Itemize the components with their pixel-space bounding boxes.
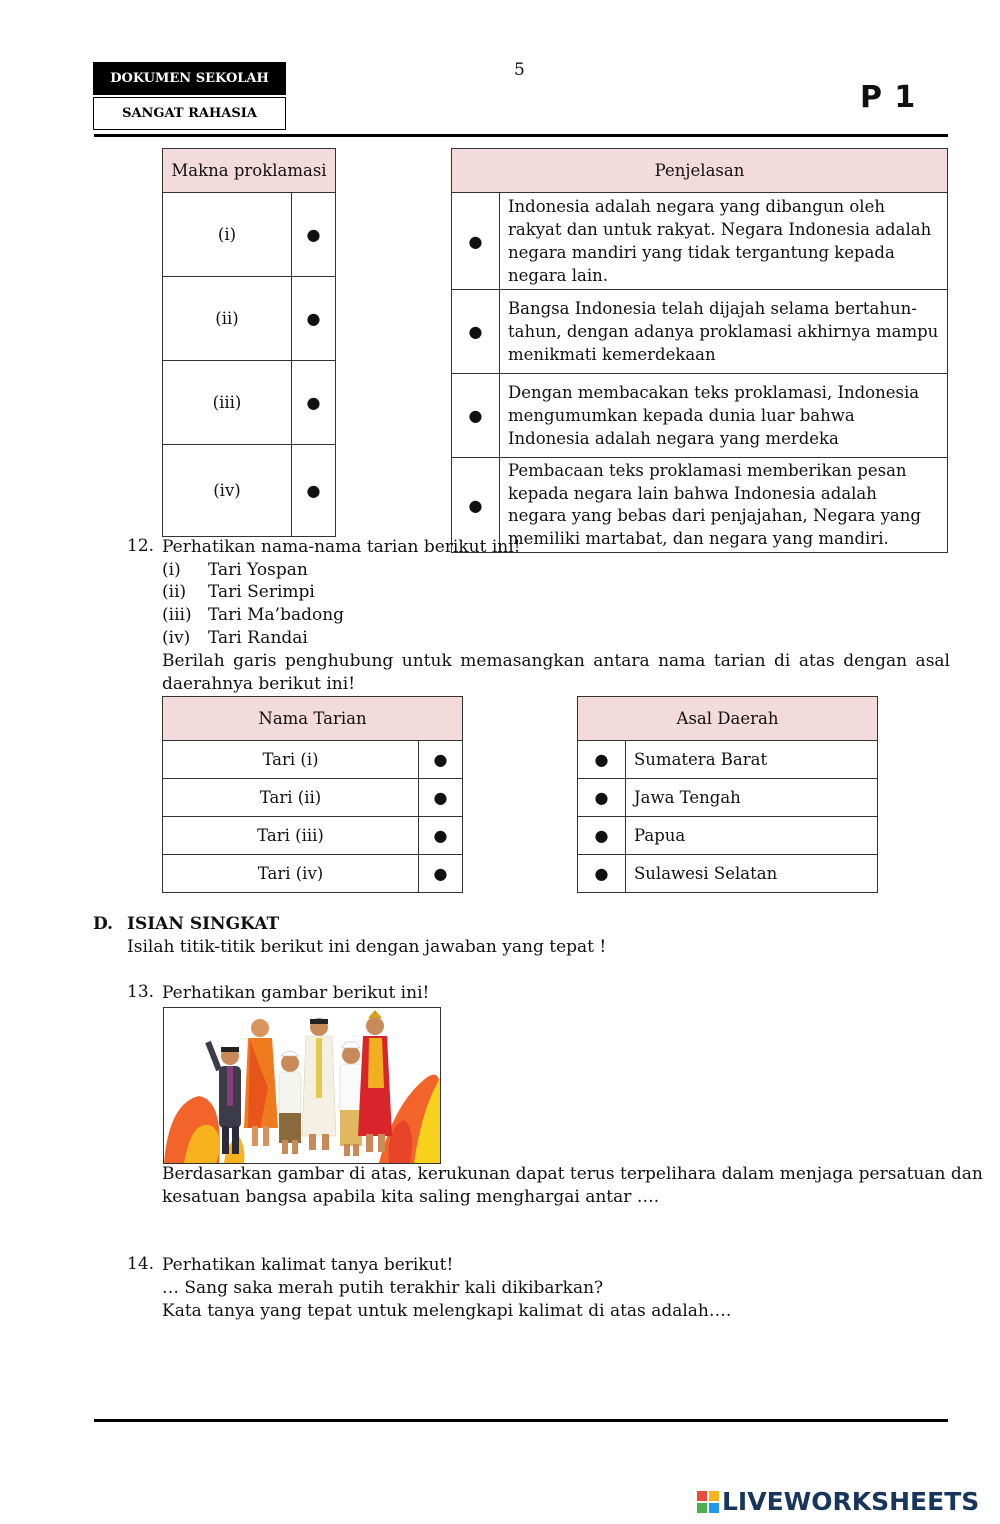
meaning-label: (i) — [163, 193, 292, 277]
region-label: Papua — [626, 817, 878, 855]
confidential-label: SANGAT RAHASIA — [93, 97, 286, 130]
match-dot-right[interactable]: ● — [452, 374, 500, 458]
meaning-label: (iv) — [163, 445, 292, 537]
region-label: Sumatera Barat — [626, 741, 878, 779]
dance-name-header: Nama Tarian — [163, 697, 463, 741]
match-dot-right[interactable]: ● — [578, 817, 626, 855]
match-dot-right[interactable]: ● — [452, 193, 500, 290]
dance-label: Tari (iv) — [163, 855, 419, 893]
match-dot-right[interactable]: ● — [452, 458, 500, 553]
match-dot-left[interactable]: ● — [419, 855, 463, 893]
match-dot-left[interactable]: ● — [292, 277, 336, 361]
region-label: Sulawesi Selatan — [626, 855, 878, 893]
diversity-illustration — [163, 1007, 441, 1164]
dance-name-table — [162, 696, 463, 893]
dance-roman: (ii) — [162, 582, 187, 602]
footer-divider — [94, 1419, 948, 1422]
question-text: Kata tanya yang tepat untuk melengkapi kalimat di atas adalah…. — [162, 1301, 732, 1321]
question-number: 12. — [127, 536, 155, 556]
question-number: 14. — [127, 1254, 155, 1274]
question-number: 13. — [127, 982, 155, 1002]
explanation-text: Bangsa Indonesia telah dijajah selama bertahun-tahun, dengan adanya proklamasi akhirnya mampu menikmati kemerdekaan — [500, 290, 948, 374]
section-letter: D. — [93, 914, 114, 934]
region-label: Jawa Tengah — [626, 779, 878, 817]
dance-label: Tari (ii) — [163, 779, 419, 817]
proclamation-meaning-header: Makna proklamasi — [163, 149, 336, 193]
question-prompt: Perhatikan gambar berikut ini! — [162, 983, 430, 1003]
origin-region-table — [577, 696, 878, 893]
question-prompt: Perhatikan nama-nama tarian berikut ini! — [162, 537, 521, 557]
match-dot-left[interactable]: ● — [292, 445, 336, 537]
dance-roman: (iii) — [162, 605, 192, 625]
explanation-text: Pembacaan teks proklamasi memberikan pesan kepada negara lain bahwa Indonesia adalah negara yang bebas dari penjajahan, Negara yang memiliki martabat, dan negara yang mandiri. — [500, 458, 948, 553]
match-dot-left[interactable]: ● — [419, 779, 463, 817]
people-of-different-religions-image — [164, 1008, 440, 1163]
dance-name: Tari Ma’badong — [208, 605, 345, 625]
explanation-header: Penjelasan — [452, 149, 948, 193]
dance-roman: (i) — [162, 560, 181, 580]
explanation-text: Indonesia adalah negara yang dibangun oleh rakyat dan untuk rakyat. Negara Indonesia adalah negara mandiri yang tidak tergantung kepada negara lain. — [500, 193, 948, 290]
match-dot-left[interactable]: ● — [292, 361, 336, 445]
explanation-text: Dengan membacakan teks proklamasi, Indonesia mengumumkan kepada dunia luar bahwa Indonesia adalah negara yang merdeka — [500, 374, 948, 458]
dance-name: Tari Yospan — [208, 560, 308, 580]
match-dot-left[interactable]: ● — [419, 741, 463, 779]
page-number: 5 — [514, 60, 525, 80]
dance-label: Tari (i) — [163, 741, 419, 779]
proclamation-meaning-table — [162, 148, 336, 537]
match-dot-right[interactable]: ● — [452, 290, 500, 374]
match-dot-right[interactable]: ● — [578, 741, 626, 779]
dance-roman: (iv) — [162, 628, 191, 648]
dance-name: Tari Randai — [208, 628, 308, 648]
meaning-label: (ii) — [163, 277, 292, 361]
question-prompt: Perhatikan kalimat tanya berikut! — [162, 1255, 454, 1275]
paper-code: P 1 — [860, 80, 917, 115]
explanation-table — [451, 148, 948, 553]
match-dot-right[interactable]: ● — [578, 779, 626, 817]
dance-label: Tari (iii) — [163, 817, 419, 855]
logo-grid-icon — [697, 1491, 719, 1513]
question-instruction: Berilah garis penghubung untuk memasangkan antara nama tarian di atas dengan asal — [162, 651, 950, 671]
header-divider — [94, 134, 948, 137]
meaning-label: (iii) — [163, 361, 292, 445]
dance-name: Tari Serimpi — [208, 582, 315, 602]
school-document-label: DOKUMEN SEKOLAH — [93, 62, 286, 95]
question-text-cont: kesatuan bangsa apabila kita saling menghargai antar …. — [162, 1187, 660, 1207]
match-dot-right[interactable]: ● — [578, 855, 626, 893]
question-instruction-cont: daerahnya berikut ini! — [162, 674, 356, 694]
liveworksheets-logo[interactable] — [697, 1487, 979, 1516]
match-dot-left[interactable]: ● — [292, 193, 336, 277]
origin-region-header: Asal Daerah — [578, 697, 878, 741]
section-instruction: Isilah titik-titik berikut ini dengan jawaban yang tepat ! — [127, 937, 607, 957]
logo-text: LIVEWORKSHEETS — [722, 1487, 980, 1516]
section-title: ISIAN SINGKAT — [127, 914, 280, 934]
match-dot-left[interactable]: ● — [419, 817, 463, 855]
question-sentence: … Sang saka merah putih terakhir kali dikibarkan? — [162, 1278, 604, 1298]
question-text: Berdasarkan gambar di atas, kerukunan dapat terus terpelihara dalam menjaga persatuan dan — [162, 1164, 983, 1184]
